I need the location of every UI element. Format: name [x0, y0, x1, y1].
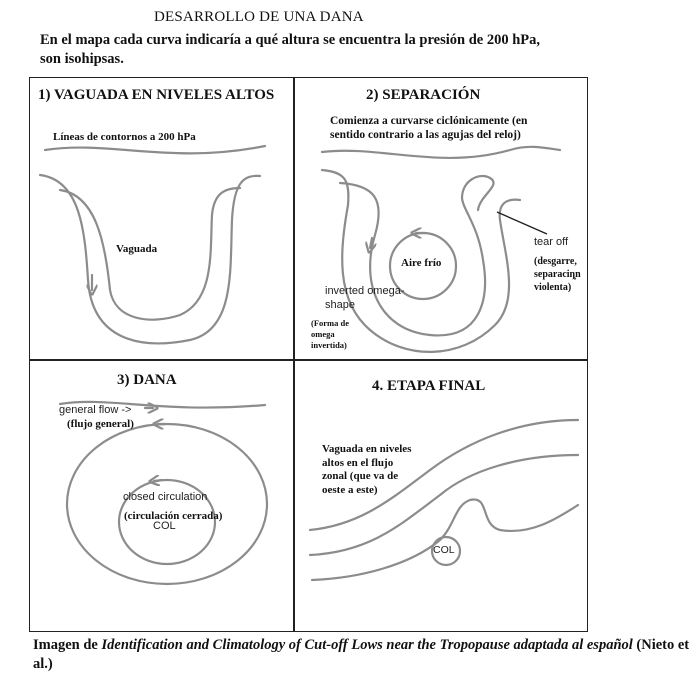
caption-suffix: (Nieto et al.) — [33, 637, 690, 672]
panel2-cold-air-label: Aire frío — [401, 257, 442, 269]
intro-text: En el mapa cada curva indicaría a qué altura se encuentra la presión de 200 hPa, son isohipsas. — [40, 32, 540, 67]
panel4-trough-label: Vaguada en niveles altos en el flujo zonal (que va de oeste a este) — [322, 443, 412, 496]
panel2-omega-es-label: (Forma de omega invertida) — [311, 318, 350, 350]
panel1-title: 1) VAGUADA EN NIVELES ALTOS — [38, 87, 275, 103]
caption-prefix: Imagen de — [33, 637, 102, 653]
panel3-closed-outer — [67, 424, 267, 584]
panel2-tear-off-pointer — [497, 212, 547, 234]
panel2-curving-label: Comienza a curvarse ciclónicamente (en sentido contrario a las agujas del reloj) — [330, 115, 528, 141]
panel2-omega-label: inverted omega-shape — [325, 285, 405, 311]
panel2-tear-off-label: tear off — [534, 236, 569, 248]
panel2-title: 2) SEPARACIÓN — [366, 87, 481, 103]
page-title: DESARROLLO DE UNA DANA — [154, 9, 364, 25]
panel1-contours-label: Líneas de contornos a 200 hPa — [53, 131, 196, 143]
panel3-title: 3) DANA — [117, 372, 177, 388]
panel3-closed-es-label: (circulación cerrada) — [124, 510, 223, 522]
caption-source-title: Identification and Climatology of Cut-off Lows near the Tropopause adaptada al español — [101, 637, 633, 653]
panel3-closed-label: closed circulation — [123, 491, 208, 503]
panel3-col-label: COL — [153, 520, 176, 532]
panel4-title: 4. ETAPA FINAL — [372, 378, 486, 394]
panel4-flow-lower — [312, 499, 578, 580]
panel4-col-label: COL — [433, 544, 455, 556]
panel3-general-flow-es-label: (flujo general) — [67, 418, 134, 430]
panel3-circle-arrow — [154, 480, 162, 481]
panel1-trough-label: Vaguada — [116, 243, 158, 255]
panel3-general-flow-label: general flow -> — [59, 404, 132, 416]
panel2-tear-off-es-label: (desgarre, separaciȵn violenta) — [534, 256, 581, 293]
panel2-contour-top — [322, 147, 560, 158]
figure-caption — [33, 636, 690, 674]
panel1-trough-outer — [40, 175, 260, 343]
panel1-contour-top — [45, 146, 265, 153]
